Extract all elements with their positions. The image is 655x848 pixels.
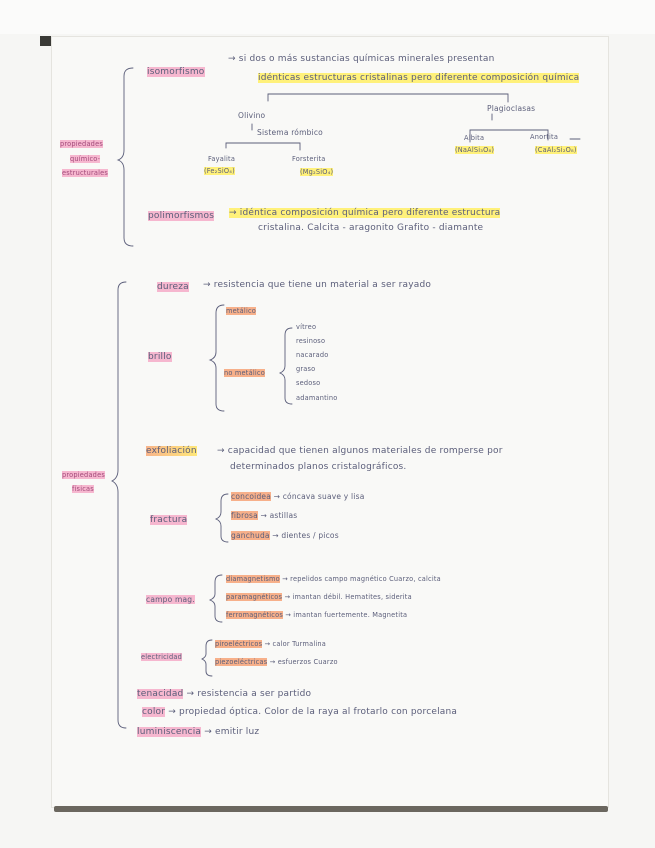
section-label-line: propiedades: [62, 471, 105, 479]
term-campo-mag: [146, 595, 195, 604]
highlighted-text: no metálico: [224, 369, 265, 377]
campo-mag-type: ferromagnéticos: [226, 611, 283, 619]
isomorfismo-def-2: [258, 73, 579, 83]
isomorfismo-def-1: → si dos o más sustancias químicas minerales presentan: [228, 54, 495, 64]
campo-mag-item: [226, 575, 441, 583]
campo-mag-type: diamagnetismo: [226, 575, 280, 583]
term-label: fractura: [150, 515, 188, 525]
exfoliacion-def-1: → capacidad que tienen algunos materiales de romperse por: [217, 446, 503, 456]
electricidad-desc: → esfuerzos Cuarzo: [269, 658, 338, 666]
fractura-type: concoidea: [231, 492, 272, 501]
polimorfismo-def-2: cristalina. Calcita - aragonito Grafito - diamante: [258, 223, 484, 233]
term-label: polimorfismos: [148, 211, 215, 221]
brillo-no-metalico: [224, 369, 265, 377]
term-label: exfoliación: [146, 446, 197, 456]
section-label-fisicas: [62, 471, 105, 479]
fayalita-label: Fayalita: [208, 155, 236, 163]
forsterita-label: Forsterita: [292, 155, 326, 163]
electricidad-item: [215, 640, 326, 648]
highlighted-text: → idéntica composición química pero diferente estructura: [229, 208, 501, 218]
fractura-desc: → cóncava suave y lisa: [273, 492, 365, 501]
fractura-type: fibrosa: [231, 511, 258, 520]
campo-mag-desc: → repelidos campo magnético Cuarzo, calcita: [282, 575, 441, 583]
plagioclasas-label: Plagioclasas: [487, 104, 536, 113]
term-label: dureza: [157, 282, 189, 292]
term-label: brillo: [148, 352, 172, 362]
formula: (NaAlSi₃O₈): [455, 146, 495, 154]
color-def: → propiedad óptica. Color de la raya al frotarlo con porcelana: [168, 707, 458, 717]
brillo-type: vítreo: [296, 323, 317, 331]
brillo-type: nacarado: [296, 351, 329, 359]
tenacidad-row: [137, 689, 311, 699]
electricidad-item: [215, 658, 338, 666]
fractura-item: [231, 511, 297, 520]
polimorfismo-def-1: [229, 208, 500, 218]
brillo-type: graso: [296, 365, 316, 373]
section-label-line: propiedades: [60, 140, 103, 148]
term-isomorfismo: [147, 67, 205, 77]
brillo-type: sedoso: [296, 379, 321, 387]
campo-mag-desc: → imantan débil. Hematites, siderita: [284, 593, 412, 601]
section-label-fisicas-2: [72, 485, 94, 493]
anortita-formula: [535, 146, 577, 154]
desk-edge: [54, 806, 608, 812]
section-label-line: químico-: [70, 155, 101, 163]
electricidad-type: piroeléctricos: [215, 640, 263, 648]
term-label: luminiscencia: [137, 727, 202, 737]
brillo-metalico: [226, 307, 256, 315]
exfoliacion-def-2: determinados planos cristalográficos.: [230, 462, 407, 472]
fayalita-formula: [204, 167, 235, 175]
term-label: tenacidad: [137, 689, 184, 699]
formula: (CaAl₂Si₂O₈): [535, 146, 577, 154]
luminiscencia-def: → emitir luz: [204, 727, 260, 737]
term-dureza: [157, 282, 189, 292]
campo-mag-type: paramagnéticos: [226, 593, 283, 601]
formula: (Mg₂SiO₄): [300, 168, 334, 176]
section-label-line: físicas: [72, 485, 94, 493]
term-label: isomorfismo: [147, 67, 205, 77]
anortita-label: Anortita: [530, 133, 559, 141]
term-polimorfismo: [148, 211, 214, 221]
luminiscencia-row: [137, 727, 259, 737]
tenacidad-def: → resistencia a ser partido: [186, 689, 312, 699]
fractura-desc: → astillas: [260, 511, 298, 520]
campo-mag-item: [226, 593, 412, 601]
forsterita-formula: [300, 168, 333, 176]
term-exfoliacion: [146, 446, 197, 456]
color-row: [142, 707, 457, 717]
campo-mag-item: [226, 611, 407, 619]
albita-label: Albita: [464, 134, 485, 142]
electricidad-type: piezoeléctricas: [215, 658, 268, 666]
highlighted-text: idénticas estructuras cristalinas pero diferente composición química: [258, 73, 580, 83]
term-brillo: [148, 352, 172, 362]
term-label: color: [142, 707, 166, 717]
section-label-quimico: [60, 140, 103, 148]
section-label-line: estructurales: [62, 169, 109, 177]
campo-mag-desc: → imantan fuertemente. Magnetita: [285, 611, 408, 619]
dureza-def: → resistencia que tiene un material a ser rayado: [203, 280, 432, 290]
brillo-type: adamantino: [296, 394, 338, 402]
albita-formula: [455, 146, 494, 154]
section-label-quimico-3: [62, 169, 108, 177]
section-label-quimico-2: [70, 155, 100, 163]
term-label: campo mag.: [146, 595, 195, 604]
electricidad-desc: → calor Turmalina: [264, 640, 327, 648]
term-electricidad: [141, 653, 182, 661]
term-label: electricidad: [141, 653, 182, 661]
highlighted-text: metálico: [226, 307, 257, 315]
formula: (Fe₂SiO₄): [204, 167, 235, 175]
notebook-page: [52, 37, 608, 807]
background-top: [0, 0, 655, 34]
olivino-label: Olivino: [238, 111, 266, 120]
brillo-type: resinoso: [296, 337, 326, 345]
sistema-label: Sistema rómbico: [257, 128, 323, 137]
fractura-desc: → dientes / picos: [272, 531, 339, 540]
fractura-item: [231, 531, 339, 540]
term-fractura: [150, 515, 187, 525]
fractura-item: [231, 492, 365, 501]
fractura-type: ganchuda: [231, 531, 270, 540]
